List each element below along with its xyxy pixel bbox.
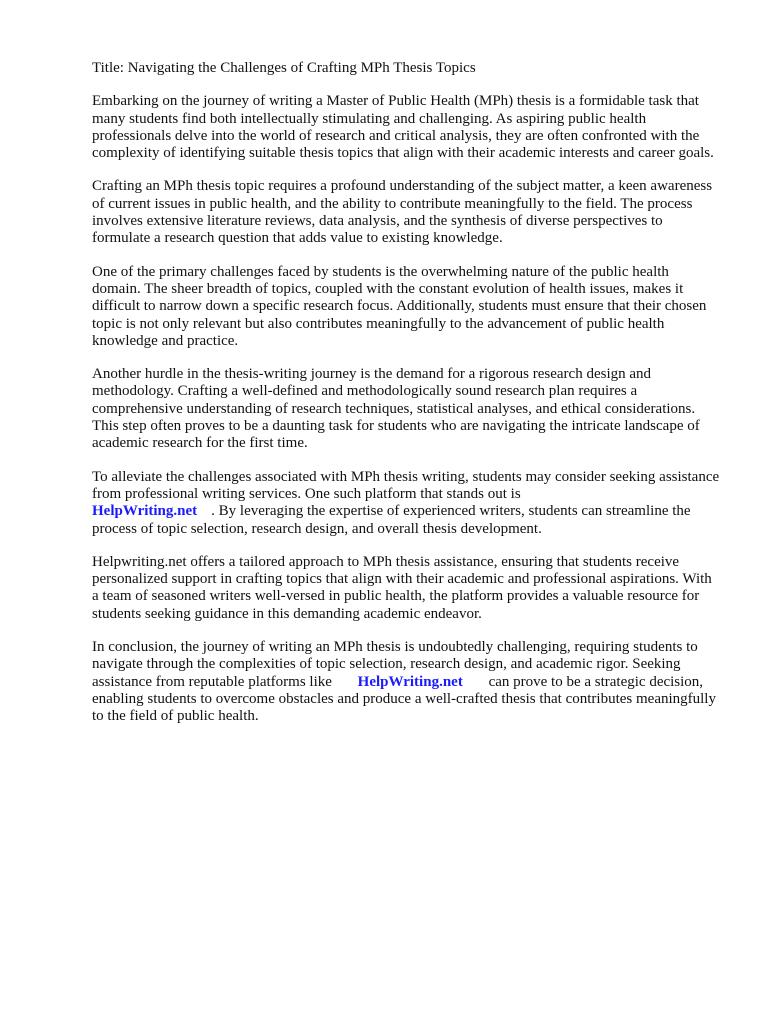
paragraph-conclusion <box>92 639 720 725</box>
document-page <box>92 60 720 742</box>
paragraph-conclusion-text-after: can prove to be a strategic decision, enabling students to overcome obstacles and produce a well-crafted thesis that contributes meaningfully to the field of public health. <box>92 673 716 725</box>
paragraph-tailored: Helpwriting.net offers a tailored approach to MPh thesis assistance, ensuring that students receive personalized support in crafting topics that align with their academic and professional aspirations. With a team of seasoned writers well-versed in public health, the platform provides a valuable resource for students seeking guidance in this demanding academic endeavor. <box>92 553 712 622</box>
paragraph-alleviate-text-before: To alleviate the challenges associated with MPh thesis writing, students may consider seeking assistance from professional writing services. One such platform that stands out is <box>92 468 720 502</box>
paragraph-intro: Embarking on the journey of writing a Master of Public Health (MPh) thesis is a formidable task that many students find both intellectually stimulating and challenging. As aspiring public health professionals delve into the world of research and critical analysis, they are often confronted with the complexity of identifying suitable thesis topics that align with their academic interests and career goals. <box>92 93 714 162</box>
helpwriting-link-2[interactable]: HelpWriting.net <box>357 673 463 690</box>
paragraph-crafting: Crafting an MPh thesis topic requires a profound understanding of the subject matter, a keen awareness of current issues in public health, and the ability to contribute meaningfully to the field. The process involves extensive literature reviews, data analysis, and the synthesis of diverse perspectives to formulate a research question that adds value to existing knowledge. <box>92 178 713 247</box>
paragraph-alleviate <box>92 469 720 538</box>
paragraph-conclusion-text-before: In conclusion, the journey of writing an MPh thesis is undoubtedly challenging, requiring students to navigate through the complexities of topic selection, research design, and academic rigor. Seeking assistance from reputable platforms like <box>92 639 698 690</box>
helpwriting-link-1[interactable]: HelpWriting.net <box>92 503 198 520</box>
paragraph-alleviate-text-after: . By leveraging the expertise of experienced writers, students can streamline the process of topic selection, research design, and overall thesis development. <box>92 503 691 537</box>
document-title: Title: Navigating the Challenges of Crafting MPh Thesis Topics <box>92 60 476 76</box>
paragraph-methodology: Another hurdle in the thesis-writing journey is the demand for a rigorous research design and methodology. Crafting a well-defined and methodologically sound research plan requires a comprehensive understanding of research techniques, statistical analyses, and ethical considerations. This step often proves to be a daunting task for students who are navigating the intricate landscape of academic research for the first time. <box>92 366 700 452</box>
paragraph-challenges: One of the primary challenges faced by students is the overwhelming nature of the public health domain. The sheer breadth of topics, coupled with the constant evolution of health issues, makes it difficult to narrow down a specific research focus. Additionally, students must ensure that their chosen topic is not only relevant but also contributes meaningfully to the advancement of public health knowledge and practice. <box>92 263 707 349</box>
